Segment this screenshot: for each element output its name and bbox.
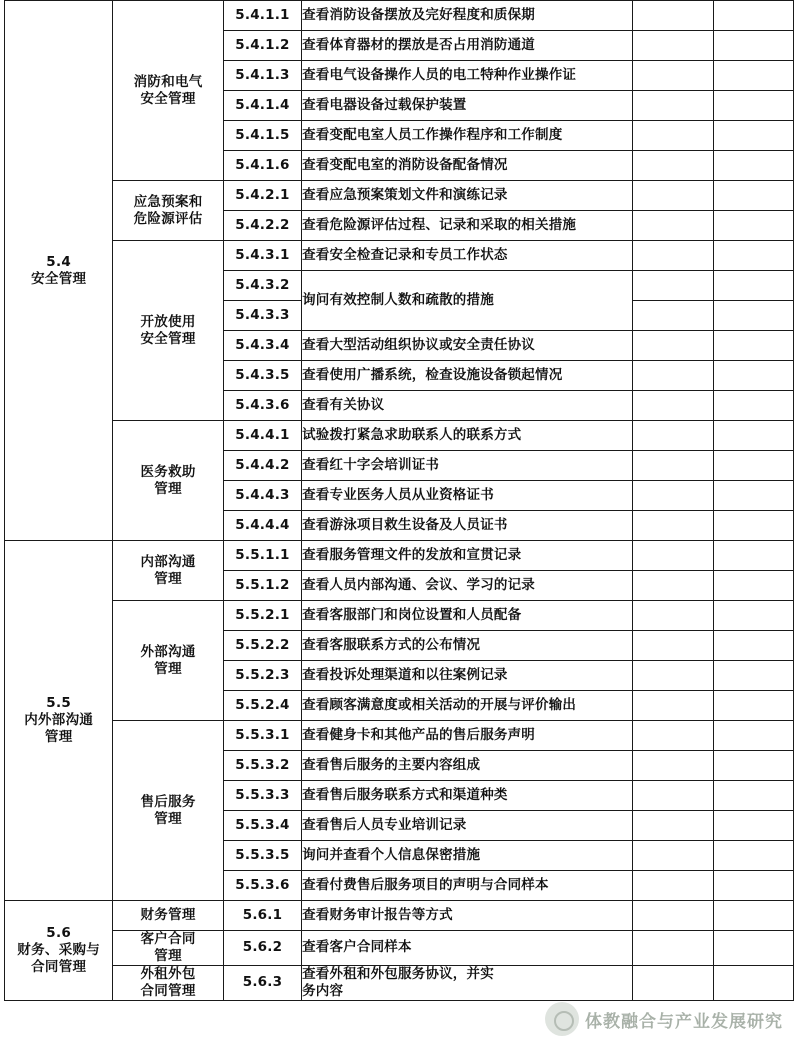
- result-cell-1[interactable]: [633, 751, 713, 781]
- code-cell: 5.4.4.1: [223, 421, 301, 451]
- result-cell-2[interactable]: [713, 811, 793, 841]
- result-cell-1[interactable]: [633, 451, 713, 481]
- result-cell-1[interactable]: [633, 271, 713, 301]
- code-cell: 5.4.1.1: [223, 1, 301, 31]
- result-cell-1[interactable]: [633, 181, 713, 211]
- result-cell-2[interactable]: [713, 421, 793, 451]
- result-cell-1[interactable]: [633, 841, 713, 871]
- result-cell-1[interactable]: [633, 811, 713, 841]
- sub-cell-5-6-2: [113, 931, 223, 966]
- result-cell-1[interactable]: [633, 211, 713, 241]
- sub-label-line1: 外租外包: [140, 965, 196, 982]
- result-cell-2[interactable]: [713, 151, 793, 181]
- result-cell-1[interactable]: [633, 965, 713, 1000]
- item-cell: 查看电气设备操作人员的电工特种作业操作证: [302, 61, 633, 91]
- item-cell: 查看红十字会培训证书: [302, 451, 633, 481]
- result-cell-2[interactable]: [713, 691, 793, 721]
- item-cell: 查看安全检查记录和专员工作状态: [302, 241, 633, 271]
- item-cell: 查看使用广播系统，检查设施设备锁起情况: [302, 361, 633, 391]
- code-cell: 5.4.3.1: [223, 241, 301, 271]
- result-cell-1[interactable]: [633, 691, 713, 721]
- item-cell: 查看变配电室人员工作操作程序和工作制度: [302, 121, 633, 151]
- item-cell: 查看客服联系方式的公布情况: [302, 631, 633, 661]
- result-cell-1[interactable]: [633, 571, 713, 601]
- sub-label-line2: 管理: [154, 947, 182, 964]
- item-cell: 查看投诉处理渠道和以往案例记录: [302, 661, 633, 691]
- group-name-5-5-line1: 内外部沟通: [24, 712, 94, 729]
- result-cell-2[interactable]: [713, 331, 793, 361]
- result-cell-2[interactable]: [713, 1, 793, 31]
- sub-cell-5-5-1: [113, 541, 223, 601]
- item-cell: 查看付费售后服务项目的声明与合同样本: [302, 871, 633, 901]
- item-cell: 查看财务审计报告等方式: [302, 901, 633, 931]
- result-cell-1[interactable]: [633, 61, 713, 91]
- code-cell: 5.5.3.3: [223, 781, 301, 811]
- result-cell-1[interactable]: [633, 781, 713, 811]
- result-cell-1[interactable]: [633, 1, 713, 31]
- item-line2: 务内容: [302, 982, 344, 999]
- sub-label-line2: 管理: [154, 480, 182, 497]
- code-cell: 5.5.3.6: [223, 871, 301, 901]
- item-cell: 查看体育器材的摆放是否占用消防通道: [302, 31, 633, 61]
- result-cell-2[interactable]: [713, 571, 793, 601]
- result-cell-2[interactable]: [713, 211, 793, 241]
- result-cell-2[interactable]: [713, 751, 793, 781]
- result-cell-1[interactable]: [633, 511, 713, 541]
- item-cell: 查看客服部门和岗位设置和人员配备: [302, 601, 633, 631]
- group-code-5-5: 5.5: [46, 695, 72, 712]
- code-cell: 5.4.1.5: [223, 121, 301, 151]
- result-cell-1[interactable]: [633, 331, 713, 361]
- result-cell-2[interactable]: [713, 241, 793, 271]
- result-cell-1[interactable]: [633, 931, 713, 966]
- sub-label-line1: 外部沟通: [140, 643, 196, 660]
- result-cell-1[interactable]: [633, 391, 713, 421]
- result-cell-1[interactable]: [633, 901, 713, 931]
- code-cell: 5.5.1.1: [223, 541, 301, 571]
- item-cell: 查看危险源评估过程、记录和采取的相关措施: [302, 211, 633, 241]
- sub-label-line2: 管理: [154, 570, 182, 587]
- result-cell-2[interactable]: [713, 271, 793, 301]
- inspection-checklist-table: [4, 0, 794, 1001]
- result-cell-2[interactable]: [713, 931, 793, 966]
- item-cell: 查看人员内部沟通、会议、学习的记录: [302, 571, 633, 601]
- sub-label-line2: 管理: [154, 810, 182, 827]
- table-row: [5, 1, 794, 31]
- item-cell: 查看电器设备过载保护装置: [302, 91, 633, 121]
- result-cell-1[interactable]: [633, 541, 713, 571]
- result-cell-1[interactable]: [633, 361, 713, 391]
- code-cell: 5.5.2.3: [223, 661, 301, 691]
- item-cell: 查看客户合同样本: [302, 931, 633, 966]
- group-name-5-5-line2: 管理: [44, 728, 73, 745]
- sub-label-line1: 应急预案和: [133, 193, 203, 210]
- item-line1: 查看外租和外包服务协议，并实: [302, 965, 494, 982]
- result-cell-1[interactable]: [633, 871, 713, 901]
- result-cell-2[interactable]: [713, 481, 793, 511]
- sub-label-line1: 医务救助: [140, 463, 196, 480]
- result-cell-2[interactable]: [713, 965, 793, 1000]
- sub-cell-5-4-3: [113, 241, 223, 421]
- result-cell-2[interactable]: [713, 781, 793, 811]
- item-cell: 询问并查看个人信息保密措施: [302, 841, 633, 871]
- table-row: [5, 601, 794, 631]
- group-cell-5-6: [5, 901, 113, 1001]
- code-cell: 5.4.1.3: [223, 61, 301, 91]
- sub-label-line2: 安全管理: [140, 330, 196, 347]
- sub-cell-5-4-2: [113, 181, 223, 241]
- code-cell: 5.5.2.4: [223, 691, 301, 721]
- result-cell-1[interactable]: [633, 121, 713, 151]
- table-row: [5, 241, 794, 271]
- item-cell: 查看大型活动组织协议或安全责任协议: [302, 331, 633, 361]
- table-row: [5, 421, 794, 451]
- item-cell: 查看顾客满意度或相关活动的开展与评价输出: [302, 691, 633, 721]
- code-cell: 5.6.2: [223, 931, 301, 966]
- code-cell: 5.4.4.3: [223, 481, 301, 511]
- code-cell: 5.4.3.3: [223, 301, 301, 331]
- result-cell-2[interactable]: [713, 121, 793, 151]
- result-cell-1[interactable]: [633, 481, 713, 511]
- table-row: [5, 721, 794, 751]
- circle-badge-icon: [545, 1002, 579, 1036]
- sub-cell-5-6-3: [113, 965, 223, 1000]
- result-cell-2[interactable]: [713, 301, 793, 331]
- sub-label-line2: 安全管理: [140, 90, 196, 107]
- sub-label-line1: 售后服务: [140, 793, 196, 810]
- result-cell-2[interactable]: [713, 631, 793, 661]
- sub-label-line1: 开放使用: [140, 313, 196, 330]
- watermark: [545, 995, 795, 1043]
- item-cell: 查看售后服务联系方式和渠道种类: [302, 781, 633, 811]
- result-cell-2[interactable]: [713, 721, 793, 751]
- result-cell-1[interactable]: [633, 301, 713, 331]
- item-cell: 查看应急预案策划文件和演练记录: [302, 181, 633, 211]
- item-cell: 查看健身卡和其他产品的售后服务声明: [302, 721, 633, 751]
- item-cell: 查看变配电室的消防设备配备情况: [302, 151, 633, 181]
- item-cell: 查看消防设备摆放及完好程度和质保期: [302, 1, 633, 31]
- code-cell: 5.4.1.4: [223, 91, 301, 121]
- group-cell-5-4: [5, 1, 113, 541]
- item-cell: 查看有关协议: [302, 391, 633, 421]
- sub-label-line2: 危险源评估: [133, 210, 203, 227]
- result-cell-1[interactable]: [633, 421, 713, 451]
- group-name-5-6-line1: 财务、采购与: [17, 941, 101, 958]
- result-cell-2[interactable]: [713, 661, 793, 691]
- result-cell-1[interactable]: [633, 151, 713, 181]
- table-row: [5, 931, 794, 966]
- sub-cell-5-5-3: [113, 721, 223, 901]
- result-cell-2[interactable]: [713, 511, 793, 541]
- code-cell: 5.4.1.6: [223, 151, 301, 181]
- sub-label-line1: 客户合同: [140, 931, 196, 947]
- code-cell: 5.6.1: [223, 901, 301, 931]
- sub-label-line2: 管理: [154, 660, 182, 677]
- code-cell: 5.5.3.4: [223, 811, 301, 841]
- group-code-5-6: 5.6: [46, 924, 72, 941]
- code-cell: 5.4.4.4: [223, 511, 301, 541]
- item-cell: 查看服务管理文件的发放和宣贯记录: [302, 541, 633, 571]
- result-cell-2[interactable]: [713, 841, 793, 871]
- item-cell-merged: 询问有效控制人数和疏散的措施: [302, 271, 633, 331]
- code-cell: 5.5.3.5: [223, 841, 301, 871]
- result-cell-2[interactable]: [713, 91, 793, 121]
- code-cell: 5.4.2.2: [223, 211, 301, 241]
- code-cell: 5.5.1.2: [223, 571, 301, 601]
- sub-cell-5-5-2: [113, 601, 223, 721]
- item-cell: 查看售后人员专业培训记录: [302, 811, 633, 841]
- code-cell: 5.4.3.2: [223, 271, 301, 301]
- result-cell-1[interactable]: [633, 601, 713, 631]
- code-cell: 5.5.3.2: [223, 751, 301, 781]
- result-cell-2[interactable]: [713, 31, 793, 61]
- result-cell-2[interactable]: [713, 361, 793, 391]
- result-cell-1[interactable]: [633, 661, 713, 691]
- group-cell-5-5: [5, 541, 113, 901]
- result-cell-2[interactable]: [713, 901, 793, 931]
- result-cell-2[interactable]: [713, 541, 793, 571]
- result-cell-1[interactable]: [633, 721, 713, 751]
- sub-label-line1: 内部沟通: [140, 553, 196, 570]
- result-cell-1[interactable]: [633, 631, 713, 661]
- result-cell-2[interactable]: [713, 61, 793, 91]
- result-cell-2[interactable]: [713, 601, 793, 631]
- result-cell-2[interactable]: [713, 391, 793, 421]
- item-cell: 查看售后服务的主要内容组成: [302, 751, 633, 781]
- group-code-5-4: 5.4: [46, 253, 72, 270]
- result-cell-2[interactable]: [713, 181, 793, 211]
- code-cell: 5.5.3.1: [223, 721, 301, 751]
- code-cell: 5.4.1.2: [223, 31, 301, 61]
- table-row: [5, 541, 794, 571]
- sub-cell-5-4-4: [113, 421, 223, 541]
- code-cell: 5.6.3: [223, 965, 301, 1000]
- item-cell: 试验拨打紧急求助联系人的联系方式: [302, 421, 633, 451]
- code-cell: 5.4.3.6: [223, 391, 301, 421]
- item-cell: 查看游泳项目救生设备及人员证书: [302, 511, 633, 541]
- code-cell: 5.5.2.1: [223, 601, 301, 631]
- result-cell-1[interactable]: [633, 31, 713, 61]
- sub-cell-5-6-1: 财务管理: [113, 901, 223, 931]
- item-cell-multiline: [302, 965, 633, 1000]
- code-cell: 5.4.2.1: [223, 181, 301, 211]
- watermark-text: 体教融合与产业发展研究: [585, 1011, 783, 1032]
- item-cell: 查看专业医务人员从业资格证书: [302, 481, 633, 511]
- group-name-5-6-line2: 合同管理: [31, 958, 87, 975]
- table-row: [5, 965, 794, 1000]
- code-cell: 5.4.3.5: [223, 361, 301, 391]
- result-cell-1[interactable]: [633, 91, 713, 121]
- result-cell-1[interactable]: [633, 241, 713, 271]
- sub-cell-5-4-1: [113, 1, 223, 181]
- code-cell: 5.4.3.4: [223, 331, 301, 361]
- result-cell-2[interactable]: [713, 451, 793, 481]
- code-cell: 5.5.2.2: [223, 631, 301, 661]
- table-row: [5, 901, 794, 931]
- sub-label-line2: 合同管理: [140, 982, 196, 999]
- result-cell-2[interactable]: [713, 871, 793, 901]
- table-row: [5, 181, 794, 211]
- group-name-5-4: 安全管理: [31, 270, 87, 287]
- sub-label-line1: 消防和电气: [133, 73, 203, 90]
- code-cell: 5.4.4.2: [223, 451, 301, 481]
